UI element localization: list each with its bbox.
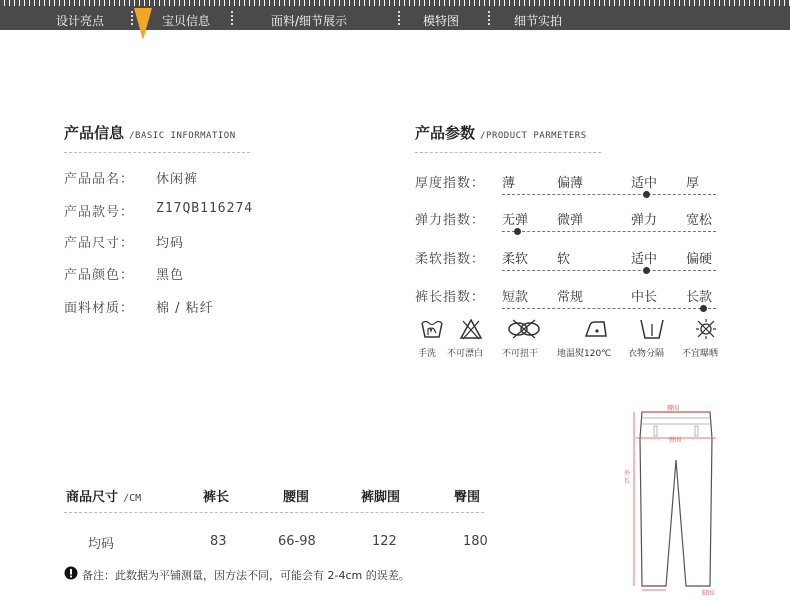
size-value-waist: 66-98 <box>278 534 316 549</box>
info-value-material: 棉 / 粘纤 <box>156 301 214 316</box>
param-option: 软 <box>557 252 571 267</box>
pants-outline <box>612 398 732 598</box>
size-table-heading <box>66 486 141 505</box>
no-sun-dry-icon <box>694 318 718 340</box>
param-option: 厚 <box>686 176 700 191</box>
param-option: 弹力 <box>631 213 658 228</box>
param-option: 偏薄 <box>557 176 584 191</box>
info-label-size: 产品尺寸： <box>64 236 135 251</box>
param-option: 柔软 <box>502 252 529 267</box>
hand-wash-icon <box>420 318 444 340</box>
care-label-no-bleach: 不可漂白 <box>447 349 484 359</box>
product-info-heading <box>64 122 236 143</box>
param-selected-marker <box>643 191 650 198</box>
param-selected-marker <box>643 267 650 274</box>
size-table-unit: /CM <box>123 493 142 504</box>
care-label-iron: 地温熨120℃ <box>557 349 612 359</box>
info-label-material: 面料材质： <box>64 301 135 316</box>
care-label-separate: 衣物分隔 <box>628 349 665 359</box>
param-label: 弹力指数： <box>415 213 486 228</box>
diagram-label-waist: 腰围 <box>667 405 680 412</box>
param-label: 裤长指数： <box>415 290 486 305</box>
param-scale-line <box>502 270 716 271</box>
param-option: 适中 <box>631 176 658 191</box>
diagram-label-length: 外长 <box>624 470 631 485</box>
care-label-no-wring: 不可扭干 <box>502 349 539 359</box>
nav-border-pattern <box>0 0 790 6</box>
info-value-style-no: Z17QB116274 <box>156 201 254 216</box>
size-value-hem: 122 <box>372 534 397 549</box>
param-label: 柔软指数： <box>415 252 486 267</box>
info-value-size: 均码 <box>156 236 185 251</box>
size-header-length: 裤长 <box>203 490 230 505</box>
param-scale-line <box>502 231 716 232</box>
nav-tab-fabric-details[interactable]: 面料/细节展示 <box>271 14 348 28</box>
size-header-hip: 臀围 <box>454 490 481 505</box>
param-option: 无弹 <box>502 213 529 228</box>
info-value-color: 黑色 <box>156 268 185 283</box>
pants-measurement-diagram <box>612 398 732 598</box>
param-option: 偏硬 <box>686 252 713 267</box>
size-value-length: 83 <box>210 534 227 549</box>
product-info-subtitle: /BASIC INFORMATION <box>129 131 236 141</box>
param-option: 中长 <box>631 290 658 305</box>
param-option: 宽松 <box>686 213 713 228</box>
info-label-style-no: 产品款号： <box>64 205 135 220</box>
divider <box>415 152 601 153</box>
care-label-hand-wash: 手洗 <box>418 349 437 359</box>
size-row-label: 均码 <box>88 537 115 552</box>
size-table-title: 商品尺寸 <box>66 490 119 505</box>
wash-separately-icon <box>639 318 665 340</box>
param-scale-line <box>502 194 716 195</box>
size-value-hip: 180 <box>463 534 488 549</box>
product-info-title: 产品信息 <box>64 124 125 142</box>
iron-low-icon <box>582 318 610 340</box>
divider <box>64 152 250 153</box>
info-label-color: 产品颜色： <box>64 268 135 283</box>
divider <box>64 512 484 513</box>
param-option: 短款 <box>502 290 529 305</box>
measurement-note: 备注：此数据为平铺测量，因方法不同，可能会有 2-4cm 的误差。 <box>82 569 410 582</box>
nav-active-indicator <box>134 8 152 40</box>
info-value-name: 休闲裤 <box>156 172 199 187</box>
nav-tab-detail-photos[interactable]: 细节实拍 <box>514 14 563 28</box>
nav-tab-design-highlights[interactable]: 设计亮点 <box>56 14 105 28</box>
nav-separator <box>488 11 490 25</box>
diagram-label-hem: 脚围 <box>702 590 715 597</box>
nav-separator <box>398 11 400 25</box>
no-wring-icon <box>507 318 541 340</box>
nav-separator <box>131 11 133 25</box>
param-selected-marker <box>514 228 521 235</box>
param-selected-marker <box>700 305 707 312</box>
param-option: 薄 <box>502 176 516 191</box>
size-header-waist: 腰围 <box>283 490 310 505</box>
param-option: 微弹 <box>557 213 584 228</box>
product-params-title: 产品参数 <box>415 124 476 142</box>
warning-icon <box>64 566 78 580</box>
no-bleach-icon <box>459 318 483 340</box>
nav-separator <box>231 11 233 25</box>
diagram-label-hip: 臀围 <box>669 437 682 444</box>
care-label-no-sun: 不宜曝晒 <box>682 349 719 359</box>
param-option: 适中 <box>631 252 658 267</box>
size-header-hem: 裤脚围 <box>361 490 401 505</box>
param-scale-line <box>502 308 716 309</box>
nav-tab-product-info[interactable]: 宝贝信息 <box>162 14 211 28</box>
param-label: 厚度指数： <box>415 176 486 191</box>
nav-tab-model-photos[interactable]: 模特图 <box>423 14 460 28</box>
param-option: 长款 <box>686 290 713 305</box>
info-label-name: 产品品名： <box>64 172 135 187</box>
product-params-subtitle: /PRODUCT PARMETERS <box>480 131 587 141</box>
product-params-heading <box>415 122 587 143</box>
param-option: 常规 <box>557 290 584 305</box>
